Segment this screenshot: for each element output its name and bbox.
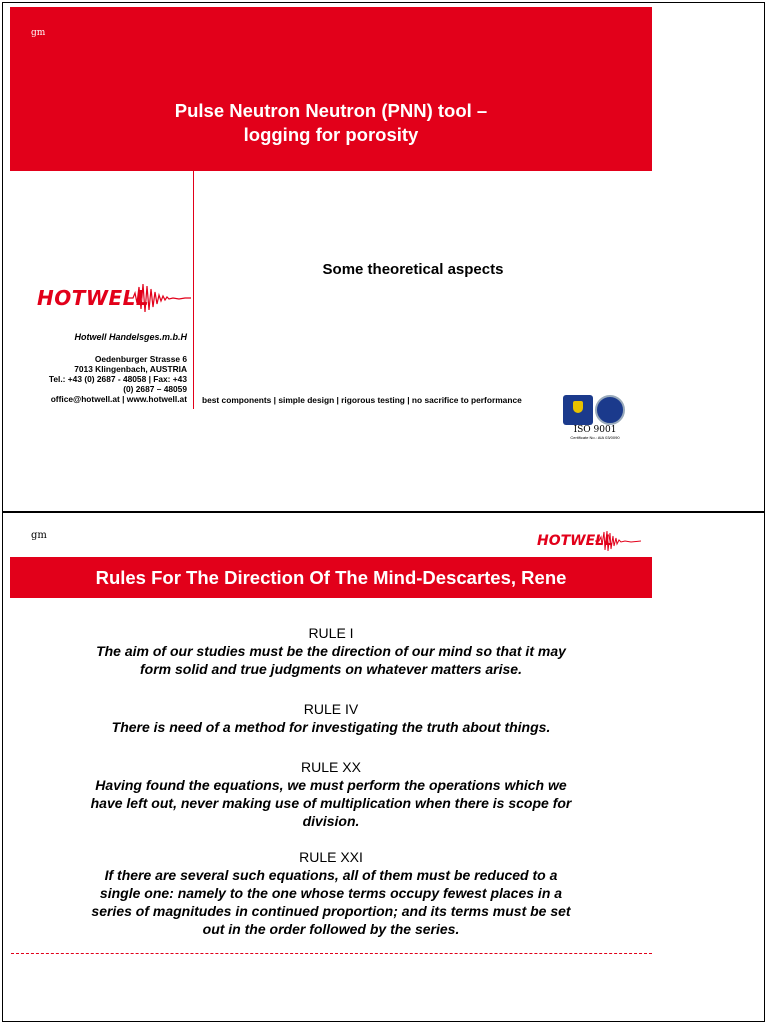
rule-heading: RULE I [308,625,354,641]
waveform-icon [127,281,191,315]
corner-label: gm [31,530,47,541]
hotwell-logo [537,529,647,557]
ukas-crown-icon [563,395,593,425]
address-line: Tel.: +43 (0) 2687 - 48058 | Fax: +43 [48,374,187,384]
rule-block [10,848,652,938]
waveform-icon [595,529,641,553]
iso-certification [563,395,627,441]
rule-heading: RULE XXI [299,849,363,865]
iso-certificate-number: Certificate No.: AIA 03/0090 [570,435,620,440]
rule-text: There is need of a method for investigating the truth about things. [111,719,551,735]
slide-title: Rules For The Direction Of The Mind-Descartes, Rene [95,567,567,588]
iso-label: ISO 9001 [573,425,617,435]
address-line: Oedenburger Strasse 6 [94,354,187,364]
dotted-divider [11,953,652,954]
slide-title-line: Pulse Neutron Neutron (PNN) tool – [174,100,488,121]
rule-heading: RULE IV [303,701,359,717]
rule-block [10,624,652,678]
corner-label: gm [31,28,46,38]
company-name: Hotwell Handelsges.m.b.H [74,332,187,342]
rule-block [10,758,652,830]
slide-title [10,99,652,147]
address-line: (0) 2687 – 48059 [123,384,187,394]
rule-text: have left out, never making use of multiplication when there is scope for [90,795,572,811]
title-slide [2,2,765,512]
company-address [13,354,187,404]
slide-subtitle: Some theoretical aspects [322,261,504,278]
divider-line [193,171,194,409]
slide-title-line: logging for porosity [243,124,419,145]
rule-text: single one: namely to the one whose terms occupy fewest places in a [99,885,563,901]
rule-text: Having found the equations, we must perform the operations which we [95,777,567,793]
tagline: best components | simple design | rigorous testing | no sacrifice to performance [202,395,522,405]
hotwell-logo [37,279,193,319]
address-line: 7013 Klingenbach, AUSTRIA [74,364,187,374]
rules-slide [2,512,765,1022]
rule-text: If there are several such equations, all of them must be reduced to a [104,867,558,883]
logo-wordmark: HOTWELL [37,286,150,310]
rule-text: The aim of our studies must be the direction of our mind so that it may [96,643,566,659]
rule-text: form solid and true judgments on whatever matters arise. [140,661,522,677]
logo-wordmark: HOTWELL [537,533,614,549]
address-line: office@hotwell.at | www.hotwell.at [50,394,187,404]
rule-heading: RULE XX [301,759,361,775]
rule-text: out in the order followed by the series. [202,921,460,937]
globe-icon [595,395,625,425]
rule-block [10,700,652,736]
rule-text: series of magnitudes in continued proportion; and its terms must be set [91,903,571,919]
rule-text: division. [302,813,360,829]
